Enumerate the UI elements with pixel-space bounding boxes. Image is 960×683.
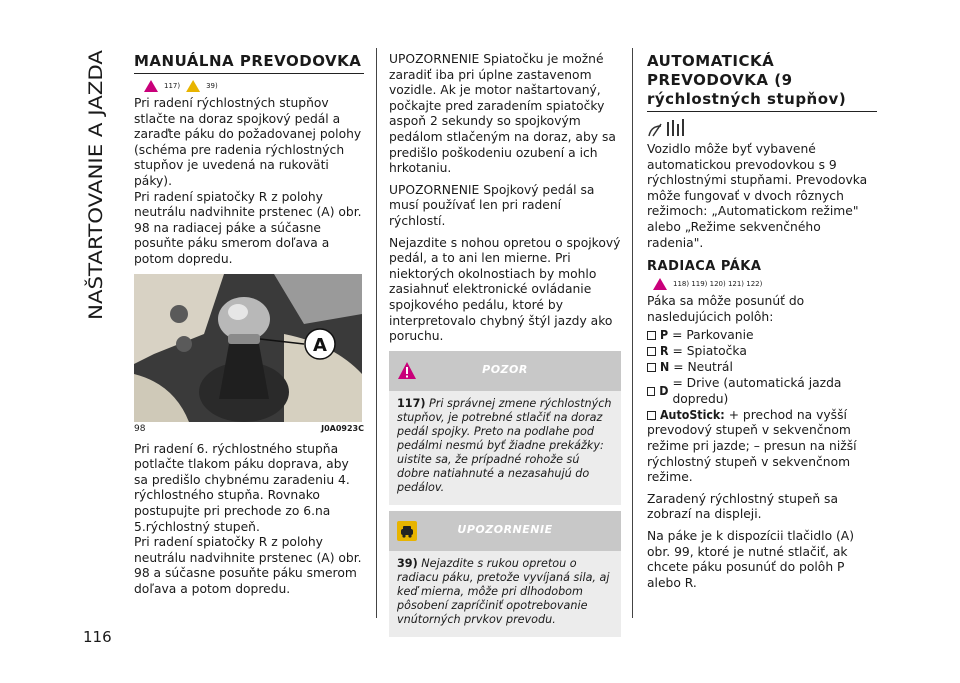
column-notes — [389, 52, 621, 643]
gear-positions-list — [647, 327, 877, 423]
box-number: 39) — [397, 556, 418, 570]
paragraph: Vozidlo môže byť vybavené automatickou prevodovkou s 9 rýchlostnými stupňami. Prevodovka môže fungovať v dvoch rôznych režimoch: „Automatickom režime" alebo „Režime sekvenčného radenia". — [647, 142, 868, 250]
gear-key: N — [660, 360, 670, 375]
section-title-text: NAŠTARTOVANIE A JAZDA — [86, 85, 107, 320]
bullet-square-icon — [647, 347, 656, 356]
gear-key: AutoStick: — [660, 408, 725, 423]
danger-warning-icon — [653, 278, 667, 290]
danger-box — [389, 351, 621, 505]
callout-label-a: A — [313, 334, 327, 356]
gear-item — [647, 359, 877, 375]
gear-desc: + prechod na vyšší — [728, 408, 847, 423]
heading-manual-gearbox: MANUÁLNA PREVODOVKA — [134, 52, 364, 74]
gear-key: P — [660, 328, 669, 343]
caution-box-label: UPOZORNENIE — [457, 522, 553, 536]
gear-key: D — [659, 384, 669, 399]
page-number: 116 — [83, 628, 112, 646]
paragraph: Pri radení spiatočky R z polohy neutrálu nadvihnite prstenec (A) obr. 98 na radiacej páke a súčasne posuňte páku smerom doľava a potom dopredu. — [134, 189, 362, 266]
gear-item — [647, 343, 877, 359]
gear-desc: = Drive (automatická jazda dopredu) — [672, 376, 842, 407]
box-text: Nejazdite s rukou opretou o radiacu páku, pretože vyvíjaná sila, aj keď mierna, môže pri dlhodobom pôsobení zapríčiniť opotrebovanie vnútorných prvkov prevodu. — [397, 556, 610, 626]
column-manual-gearbox — [134, 52, 364, 603]
paragraph: Pri radení rýchlostných stupňov stlačte na doraz spojkový pedál a zaraďte páku do požadovanej polohy (schéma pre radenia rýchlostných stupňov je uvedená na rukoväti páky). — [134, 96, 362, 188]
reference-icons — [144, 80, 364, 92]
paragraph: Páka sa môže posunúť do nasledujúcich polôh: — [647, 294, 805, 324]
figure-caption — [134, 424, 364, 434]
box-number: 117) — [397, 396, 426, 410]
fuel-economy-icon — [647, 118, 877, 140]
bullet-square-icon — [647, 363, 656, 372]
ref-number: 117) — [164, 82, 181, 90]
figure-code: J0A0923C — [321, 423, 364, 433]
paragraph: UPOZORNENIE Spojkový pedál sa musí používať len pri radení rýchlostí. — [389, 182, 595, 228]
subheading-gear-lever: RADIACA PÁKA — [647, 259, 762, 275]
bullet-square-icon — [647, 411, 656, 420]
gear-desc: = Neutrál — [673, 360, 733, 375]
heading-automatic-gearbox: AUTOMATICKÁ PREVODOVKA (9 rýchlostných stupňov) — [647, 52, 877, 112]
paragraph: Pri radení 6. rýchlostného stupňa potlačte tlakom páku doprava, aby sa predišlo chybnému zaradeniu 4. rýchlostného stupňa. Rovnako postupujte pri prechode zo 6.na 5.rýchlostný stupeň. — [134, 441, 350, 534]
danger-box-label: POZOR — [482, 362, 528, 376]
gear-desc: = Spiatočka — [672, 344, 747, 359]
column-automatic-gearbox — [647, 52, 877, 597]
ref-numbers: 118) 119) 120) 121) 122) — [673, 280, 763, 289]
gear-item — [647, 327, 877, 343]
gear-item — [647, 407, 877, 423]
reference-icons — [653, 278, 877, 290]
section-title-vertical — [82, 45, 108, 320]
gear-item — [647, 375, 877, 407]
bullet-square-icon — [647, 331, 656, 340]
gear-lever-photo — [134, 274, 362, 422]
caution-box — [389, 511, 621, 637]
paragraph: Nejazdite s nohou opretou o spojkový pedál, a to ani len mierne. Pri niektorých okolnostiach by mohlo zasiahnuť elektronické ovládanie spojkového pedálu, ktoré by interpretovalo chybný štýl jazdy ako poruchu. — [389, 235, 621, 344]
gear-desc: = Parkovanie — [672, 328, 754, 343]
caution-warning-icon — [186, 80, 200, 92]
bullet-square-icon — [647, 387, 655, 396]
column-divider — [632, 48, 633, 618]
paragraph: Na páke je k dispozícii tlačidlo (A) obr. 99, ktoré je nutné stlačiť, ak chcete páku posunúť do polôh P alebo R. — [647, 528, 855, 590]
paragraph: Pri radení spiatočky R z polohy neutrálu nadvihnite prstenec (A) obr. 98 a súčasne posuňte páku smerom doľava a potom dopredu. — [134, 535, 362, 596]
gear-key: R — [660, 344, 669, 359]
column-divider — [376, 48, 377, 618]
figure-number: 98 — [134, 423, 146, 434]
paragraph: UPOZORNENIE Spiatočku je možné zaradiť iba pri úplne zastavenom vozidle. Ak je motor naštartovaný, počkajte pred zaradením spiatočky aspoň 2 sekundy so spojkovým pedálom stlačeným na doraz, aby sa predišlo poškodeniu ozubení a ich hrkotaniu. — [389, 52, 616, 176]
paragraph: prevodový stupeň v sekvenčnom režime pri jazde; – presun na nižší rýchlostný stupeň v sekvenčnom režime. — [647, 423, 857, 485]
box-text: Pri správnej zmene rýchlostných stupňov, je potrebné stlačiť na doraz pedál spojky. Preto na podlahe pod pedálmi nesmú byť žiadne prekážky: uistite sa, že prípadné rohože sú dobre natiahnuté a nezasahujú do pedálov. — [397, 396, 612, 494]
paragraph: Zaradený rýchlostný stupeň sa zobrazí na displeji. — [647, 491, 838, 522]
danger-warning-icon — [144, 80, 158, 92]
ref-number: 39) — [206, 82, 218, 90]
